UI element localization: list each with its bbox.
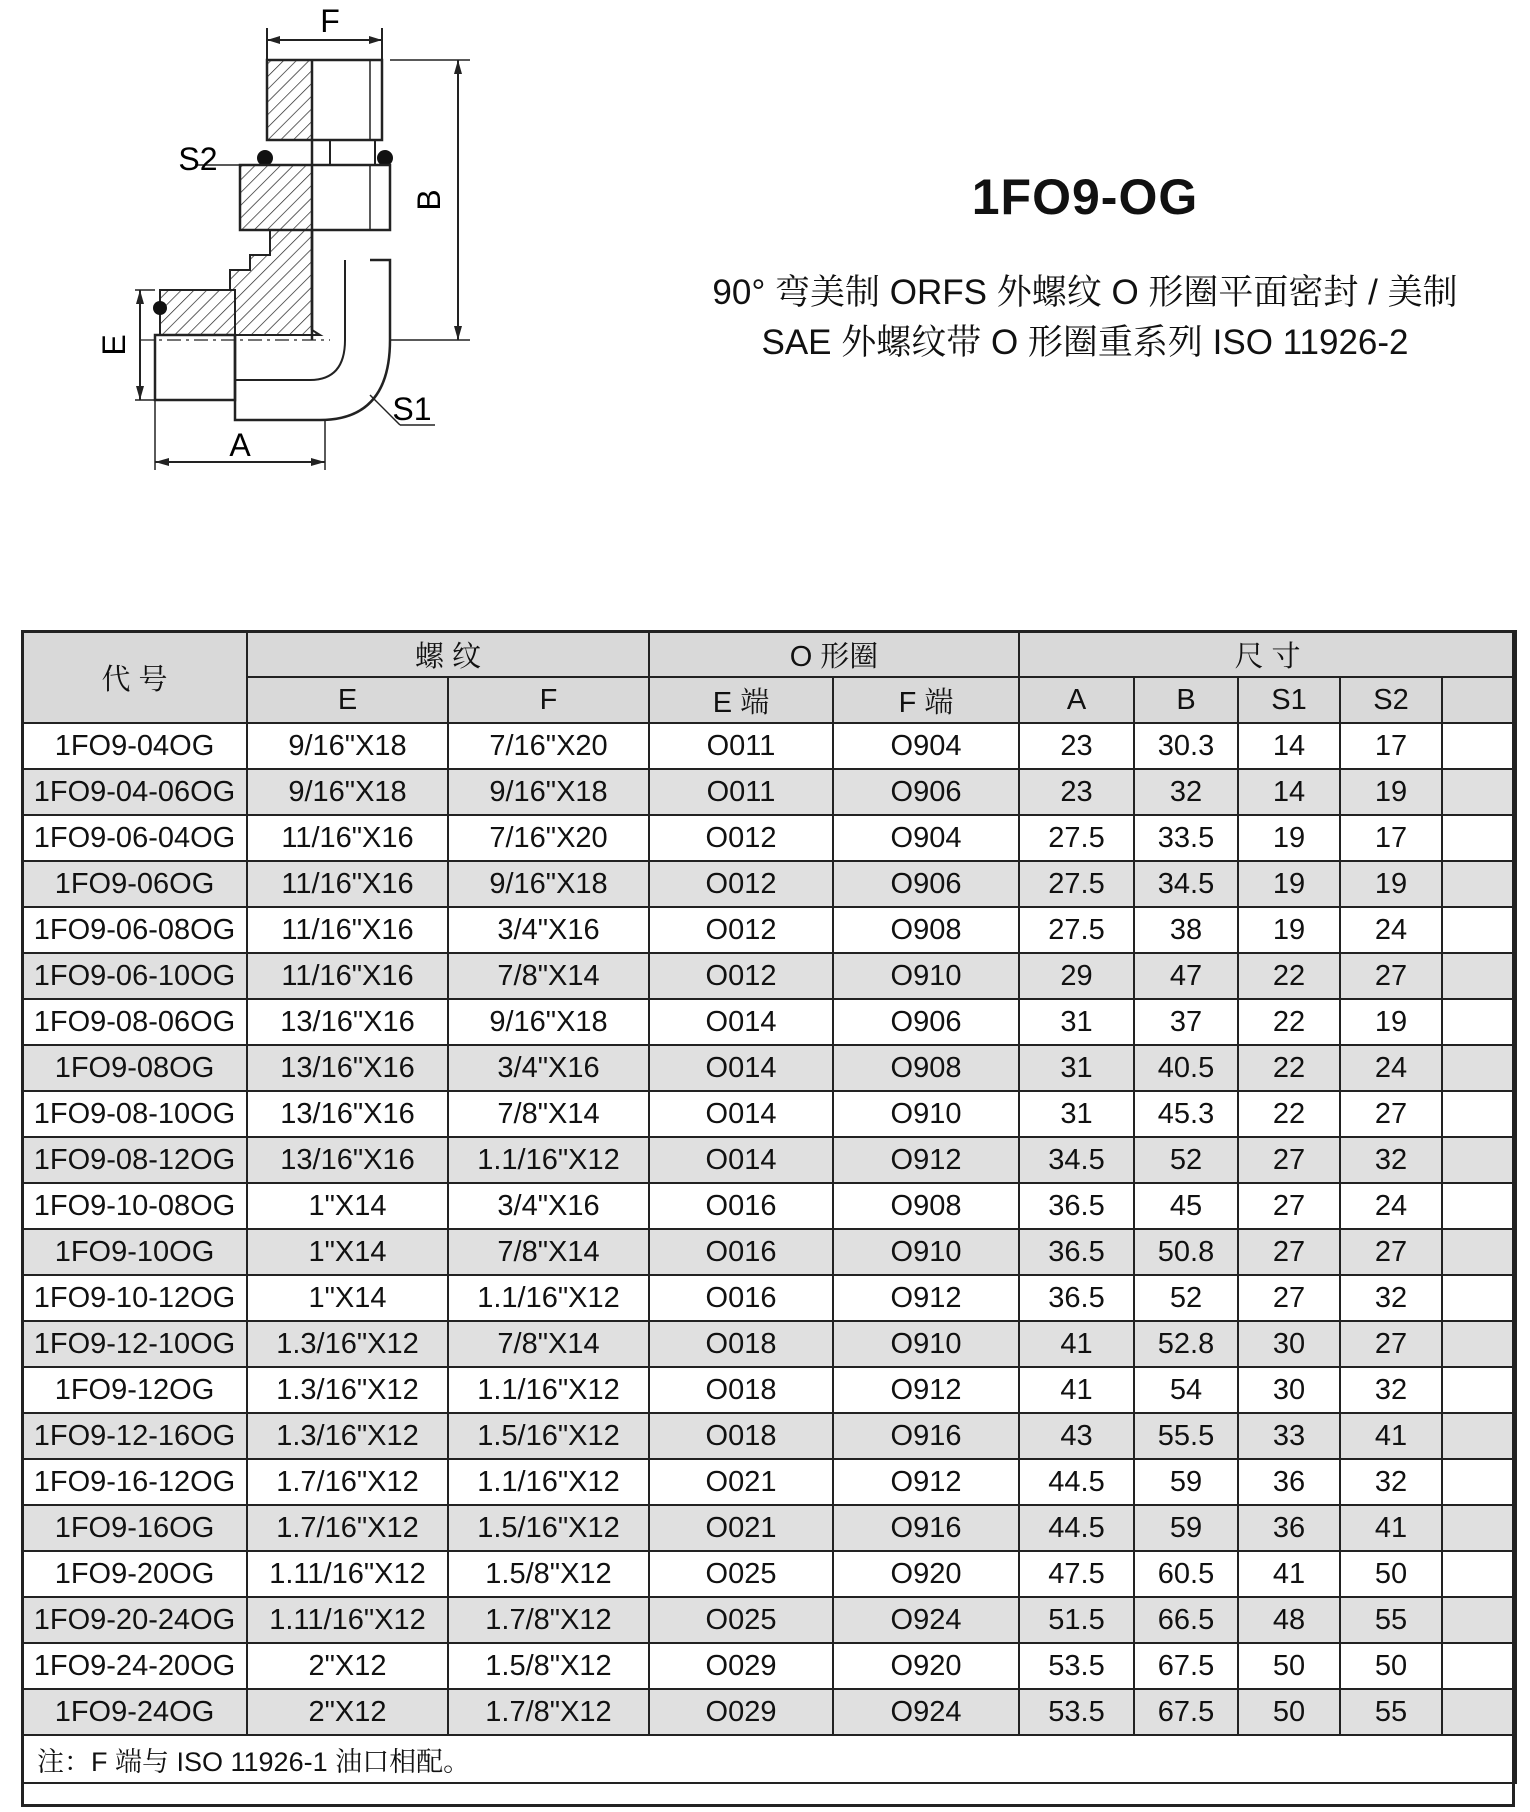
cell-dim-s2: 50 [1340, 1643, 1442, 1689]
cell-dim-s2: 24 [1340, 1045, 1442, 1091]
cell-dim-b: 67.5 [1134, 1689, 1238, 1735]
cell-oring-f: O908 [833, 1183, 1019, 1229]
cell-code: 1FO9-12-16OG [22, 1413, 247, 1459]
table-row [22, 1597, 1516, 1643]
cell-dim-s2: 19 [1340, 769, 1442, 815]
cell-dim-b: 33.5 [1134, 815, 1238, 861]
table-row [22, 1505, 1516, 1551]
table-row [22, 1275, 1516, 1321]
cell-code: 1FO9-04-06OG [22, 769, 247, 815]
header-e-end: E 端 [649, 677, 833, 723]
cell-oring-e: O018 [649, 1413, 833, 1459]
cell-dim-b: 52 [1134, 1137, 1238, 1183]
cell-oring-e: O012 [649, 907, 833, 953]
cell-dim-b: 37 [1134, 999, 1238, 1045]
cell-dim-s2: 41 [1340, 1413, 1442, 1459]
cell-blank [1442, 769, 1516, 815]
cell-dim-s1: 22 [1238, 1045, 1340, 1091]
cell-dim-a: 41 [1019, 1367, 1134, 1413]
dim-label-e: E [96, 334, 132, 356]
cell-oring-e: O014 [649, 1137, 833, 1183]
cell-oring-e: O012 [649, 815, 833, 861]
cell-oring-f: O910 [833, 1091, 1019, 1137]
cell-dim-s2: 27 [1340, 953, 1442, 999]
cell-blank [1442, 1321, 1516, 1367]
cell-dim-a: 36.5 [1019, 1275, 1134, 1321]
cell-dim-s1: 33 [1238, 1413, 1340, 1459]
cell-thread-f: 1.1/16"X12 [448, 1367, 649, 1413]
cell-dim-s2: 55 [1340, 1597, 1442, 1643]
cell-dim-s2: 24 [1340, 907, 1442, 953]
table-row [22, 769, 1516, 815]
table-row [22, 1137, 1516, 1183]
cell-dim-b: 32 [1134, 769, 1238, 815]
cell-blank [1442, 1091, 1516, 1137]
cell-thread-e: 1.3/16"X12 [247, 1413, 448, 1459]
cell-code: 1FO9-16-12OG [22, 1459, 247, 1505]
header-s1: S1 [1238, 677, 1340, 723]
cell-thread-e: 9/16"X18 [247, 769, 448, 815]
cell-thread-f: 3/4"X16 [448, 1183, 649, 1229]
cell-blank [1442, 1367, 1516, 1413]
table-row [22, 1643, 1516, 1689]
cell-oring-e: O012 [649, 861, 833, 907]
table-row [22, 907, 1516, 953]
cell-oring-f: O906 [833, 861, 1019, 907]
cell-dim-a: 29 [1019, 953, 1134, 999]
cell-code: 1FO9-08OG [22, 1045, 247, 1091]
cell-dim-s2: 24 [1340, 1183, 1442, 1229]
cell-oring-f: O912 [833, 1137, 1019, 1183]
table-row [22, 815, 1516, 861]
cell-dim-b: 55.5 [1134, 1413, 1238, 1459]
cell-oring-e: O014 [649, 1045, 833, 1091]
cell-blank [1442, 1183, 1516, 1229]
cell-blank [1442, 1045, 1516, 1091]
cell-dim-b: 67.5 [1134, 1643, 1238, 1689]
cell-dim-s1: 19 [1238, 907, 1340, 953]
table-row [22, 1183, 1516, 1229]
cell-thread-f: 1.7/8"X12 [448, 1597, 649, 1643]
cell-thread-e: 1.11/16"X12 [247, 1597, 448, 1643]
cell-thread-e: 11/16"X16 [247, 861, 448, 907]
cell-code: 1FO9-06-04OG [22, 815, 247, 861]
cell-blank [1442, 999, 1516, 1045]
cell-code: 1FO9-20-24OG [22, 1597, 247, 1643]
cell-dim-b: 59 [1134, 1459, 1238, 1505]
header-f-end: F 端 [833, 677, 1019, 723]
cell-oring-f: O910 [833, 1321, 1019, 1367]
cell-thread-e: 1.3/16"X12 [247, 1367, 448, 1413]
cell-thread-e: 1.7/16"X12 [247, 1459, 448, 1505]
cell-dim-a: 36.5 [1019, 1183, 1134, 1229]
cell-blank [1442, 723, 1516, 769]
product-subtitle [700, 268, 1470, 368]
cell-code: 1FO9-10-08OG [22, 1183, 247, 1229]
product-title: 1FO9-OG [971, 169, 1199, 225]
cell-dim-s1: 14 [1238, 723, 1340, 769]
cell-dim-s2: 41 [1340, 1505, 1442, 1551]
cell-dim-s2: 50 [1340, 1551, 1442, 1597]
cell-dim-a: 23 [1019, 723, 1134, 769]
cell-dim-s1: 48 [1238, 1597, 1340, 1643]
cell-oring-e: O016 [649, 1229, 833, 1275]
cell-code: 1FO9-06-10OG [22, 953, 247, 999]
cell-code: 1FO9-10-12OG [22, 1275, 247, 1321]
cell-dim-s2: 17 [1340, 723, 1442, 769]
cell-dim-a: 36.5 [1019, 1229, 1134, 1275]
cell-oring-e: O018 [649, 1321, 833, 1367]
cell-dim-b: 45.3 [1134, 1091, 1238, 1137]
cell-oring-f: O904 [833, 815, 1019, 861]
cell-code: 1FO9-06-08OG [22, 907, 247, 953]
cell-oring-e: O025 [649, 1551, 833, 1597]
cell-dim-b: 54 [1134, 1367, 1238, 1413]
cell-dim-s1: 30 [1238, 1367, 1340, 1413]
table-row [22, 1367, 1516, 1413]
table-note: 注：F 端与 ISO 11926-1 油口相配。 [22, 1735, 1516, 1783]
cell-thread-f: 9/16"X18 [448, 999, 649, 1045]
cell-oring-f: O924 [833, 1597, 1019, 1643]
cell-dim-a: 51.5 [1019, 1597, 1134, 1643]
spec-table [21, 630, 1517, 1784]
cell-dim-s1: 19 [1238, 815, 1340, 861]
cell-code: 1FO9-12OG [22, 1367, 247, 1413]
cell-code: 1FO9-04OG [22, 723, 247, 769]
cell-dim-s1: 30 [1238, 1321, 1340, 1367]
cell-thread-f: 7/8"X14 [448, 953, 649, 999]
cell-dim-b: 60.5 [1134, 1551, 1238, 1597]
cell-blank [1442, 907, 1516, 953]
cell-blank [1442, 861, 1516, 907]
cell-blank [1442, 1229, 1516, 1275]
cell-oring-f: O920 [833, 1551, 1019, 1597]
table-row [22, 1551, 1516, 1597]
cell-blank [1442, 1137, 1516, 1183]
cell-dim-s2: 27 [1340, 1229, 1442, 1275]
cell-oring-e: O029 [649, 1643, 833, 1689]
cell-oring-f: O916 [833, 1505, 1019, 1551]
cell-code: 1FO9-08-06OG [22, 999, 247, 1045]
cell-oring-f: O912 [833, 1459, 1019, 1505]
cell-dim-b: 30.3 [1134, 723, 1238, 769]
cell-dim-a: 53.5 [1019, 1643, 1134, 1689]
cell-dim-s2: 19 [1340, 999, 1442, 1045]
cell-thread-e: 9/16"X18 [247, 723, 448, 769]
cell-dim-a: 44.5 [1019, 1459, 1134, 1505]
cell-oring-f: O910 [833, 953, 1019, 999]
table-row [22, 1413, 1516, 1459]
cell-dim-s1: 50 [1238, 1643, 1340, 1689]
table-row [22, 1045, 1516, 1091]
header-dimensions: 尺 寸 [1019, 631, 1516, 677]
cell-dim-b: 52 [1134, 1275, 1238, 1321]
cell-thread-e: 11/16"X16 [247, 815, 448, 861]
cell-code: 1FO9-24OG [22, 1689, 247, 1735]
table-row [22, 1689, 1516, 1735]
cell-dim-s1: 50 [1238, 1689, 1340, 1735]
cell-oring-f: O906 [833, 999, 1019, 1045]
cell-blank [1442, 1505, 1516, 1551]
cell-dim-s1: 22 [1238, 953, 1340, 999]
cell-thread-e: 1"X14 [247, 1229, 448, 1275]
cell-code: 1FO9-08-12OG [22, 1137, 247, 1183]
table-row [22, 1321, 1516, 1367]
cell-dim-s1: 36 [1238, 1459, 1340, 1505]
cell-dim-a: 31 [1019, 999, 1134, 1045]
dim-label-a: A [229, 427, 251, 463]
cell-oring-f: O910 [833, 1229, 1019, 1275]
cell-dim-a: 41 [1019, 1321, 1134, 1367]
cell-oring-e: O014 [649, 999, 833, 1045]
cell-blank [1442, 1689, 1516, 1735]
cell-oring-e: O016 [649, 1183, 833, 1229]
cell-oring-f: O904 [833, 723, 1019, 769]
cell-dim-b: 40.5 [1134, 1045, 1238, 1091]
cell-oring-f: O912 [833, 1275, 1019, 1321]
cell-dim-s2: 17 [1340, 815, 1442, 861]
cell-dim-s1: 14 [1238, 769, 1340, 815]
dim-label-f: F [320, 3, 340, 39]
cell-dim-a: 27.5 [1019, 861, 1134, 907]
cell-oring-f: O924 [833, 1689, 1019, 1735]
cell-dim-b: 47 [1134, 953, 1238, 999]
header-blank [1442, 677, 1516, 723]
cell-blank [1442, 953, 1516, 999]
cell-thread-f: 1.1/16"X12 [448, 1137, 649, 1183]
cell-oring-e: O012 [649, 953, 833, 999]
subtitle-line: SAE 外螺纹带 O 形圈重系列 ISO 11926-2 [761, 323, 1409, 362]
cell-thread-e: 11/16"X16 [247, 907, 448, 953]
cell-dim-s2: 27 [1340, 1091, 1442, 1137]
cell-oring-e: O025 [649, 1597, 833, 1643]
cell-blank [1442, 1413, 1516, 1459]
cell-code: 1FO9-08-10OG [22, 1091, 247, 1137]
table-row [22, 1091, 1516, 1137]
header-thread: 螺 纹 [247, 631, 649, 677]
cell-dim-s1: 27 [1238, 1229, 1340, 1275]
cell-dim-a: 23 [1019, 769, 1134, 815]
cell-dim-s1: 19 [1238, 861, 1340, 907]
fitting-drawing [90, 0, 490, 480]
cell-oring-f: O916 [833, 1413, 1019, 1459]
cell-dim-b: 38 [1134, 907, 1238, 953]
cell-dim-b: 52.8 [1134, 1321, 1238, 1367]
cell-code: 1FO9-20OG [22, 1551, 247, 1597]
cell-thread-f: 1.5/8"X12 [448, 1643, 649, 1689]
cell-dim-s2: 32 [1340, 1275, 1442, 1321]
cell-dim-a: 47.5 [1019, 1551, 1134, 1597]
cell-thread-e: 1.3/16"X12 [247, 1321, 448, 1367]
cell-dim-a: 34.5 [1019, 1137, 1134, 1183]
cell-dim-s2: 27 [1340, 1321, 1442, 1367]
cell-dim-s2: 55 [1340, 1689, 1442, 1735]
cell-blank [1442, 1459, 1516, 1505]
cell-thread-e: 2"X12 [247, 1643, 448, 1689]
cell-thread-e: 13/16"X16 [247, 1137, 448, 1183]
cell-thread-f: 3/4"X16 [448, 1045, 649, 1091]
cell-oring-f: O920 [833, 1643, 1019, 1689]
cell-dim-s1: 22 [1238, 1091, 1340, 1137]
cell-oring-e: O018 [649, 1367, 833, 1413]
header-code: 代 号 [22, 631, 247, 723]
cell-blank [1442, 1275, 1516, 1321]
cell-dim-b: 34.5 [1134, 861, 1238, 907]
cell-dim-s2: 32 [1340, 1137, 1442, 1183]
header-a: A [1019, 677, 1134, 723]
cell-oring-e: O029 [649, 1689, 833, 1735]
table-row [22, 1459, 1516, 1505]
cell-oring-f: O908 [833, 1045, 1019, 1091]
cell-dim-s1: 27 [1238, 1183, 1340, 1229]
header-oring: O 形圈 [649, 631, 1019, 677]
cell-thread-f: 1.7/8"X12 [448, 1689, 649, 1735]
header-b: B [1134, 677, 1238, 723]
cell-oring-e: O021 [649, 1505, 833, 1551]
cell-thread-f: 7/8"X14 [448, 1229, 649, 1275]
cell-thread-e: 13/16"X16 [247, 1091, 448, 1137]
cell-dim-a: 53.5 [1019, 1689, 1134, 1735]
cell-dim-s2: 32 [1340, 1459, 1442, 1505]
cell-oring-f: O912 [833, 1367, 1019, 1413]
cell-dim-s1: 36 [1238, 1505, 1340, 1551]
cell-dim-s1: 41 [1238, 1551, 1340, 1597]
cell-thread-e: 2"X12 [247, 1689, 448, 1735]
cell-thread-e: 1.7/16"X12 [247, 1505, 448, 1551]
cell-thread-f: 7/16"X20 [448, 723, 649, 769]
table-row [22, 723, 1516, 769]
dim-label-s2: S2 [178, 141, 218, 177]
cell-code: 1FO9-12-10OG [22, 1321, 247, 1367]
subtitle-line: 90° 弯美制 ORFS 外螺纹 O 形圈平面密封 / 美制 [712, 273, 1458, 312]
cell-dim-s1: 27 [1238, 1275, 1340, 1321]
cell-blank [1442, 1643, 1516, 1689]
cell-dim-s1: 22 [1238, 999, 1340, 1045]
cell-thread-f: 7/8"X14 [448, 1091, 649, 1137]
cell-thread-f: 1.1/16"X12 [448, 1275, 649, 1321]
cell-oring-e: O021 [649, 1459, 833, 1505]
cell-thread-f: 1.5/8"X12 [448, 1551, 649, 1597]
header-e: E [247, 677, 448, 723]
cell-dim-b: 66.5 [1134, 1597, 1238, 1643]
cell-thread-e: 11/16"X16 [247, 953, 448, 999]
cell-thread-f: 9/16"X18 [448, 861, 649, 907]
cell-blank [1442, 1597, 1516, 1643]
cell-oring-e: O014 [649, 1091, 833, 1137]
cell-oring-e: O011 [649, 723, 833, 769]
cell-thread-f: 7/16"X20 [448, 815, 649, 861]
cell-dim-s2: 32 [1340, 1367, 1442, 1413]
cell-oring-e: O011 [649, 769, 833, 815]
dim-label-b: B [411, 189, 447, 211]
cell-code: 1FO9-16OG [22, 1505, 247, 1551]
cell-dim-a: 31 [1019, 1091, 1134, 1137]
cell-code: 1FO9-24-20OG [22, 1643, 247, 1689]
cell-dim-s2: 19 [1340, 861, 1442, 907]
cell-dim-a: 27.5 [1019, 907, 1134, 953]
header-s2: S2 [1340, 677, 1442, 723]
cell-oring-f: O908 [833, 907, 1019, 953]
cell-dim-b: 59 [1134, 1505, 1238, 1551]
header-f: F [448, 677, 649, 723]
cell-thread-f: 7/8"X14 [448, 1321, 649, 1367]
cell-code: 1FO9-06OG [22, 861, 247, 907]
cell-thread-f: 1.5/16"X12 [448, 1413, 649, 1459]
cell-oring-e: O016 [649, 1275, 833, 1321]
cell-dim-a: 31 [1019, 1045, 1134, 1091]
cell-oring-f: O906 [833, 769, 1019, 815]
cell-thread-e: 13/16"X16 [247, 1045, 448, 1091]
cell-dim-b: 45 [1134, 1183, 1238, 1229]
dim-label-s1: S1 [392, 391, 432, 427]
cell-code: 1FO9-10OG [22, 1229, 247, 1275]
table-row [22, 1229, 1516, 1275]
cell-thread-e: 1"X14 [247, 1183, 448, 1229]
table-row [22, 999, 1516, 1045]
cell-blank [1442, 1551, 1516, 1597]
cell-thread-e: 13/16"X16 [247, 999, 448, 1045]
cell-thread-e: 1.11/16"X12 [247, 1551, 448, 1597]
cell-thread-f: 3/4"X16 [448, 907, 649, 953]
cell-thread-f: 1.1/16"X12 [448, 1459, 649, 1505]
table-row [22, 953, 1516, 999]
cell-dim-a: 27.5 [1019, 815, 1134, 861]
cell-dim-s1: 27 [1238, 1137, 1340, 1183]
cell-blank [1442, 815, 1516, 861]
cell-thread-f: 1.5/16"X12 [448, 1505, 649, 1551]
cell-thread-f: 9/16"X18 [448, 769, 649, 815]
cell-dim-a: 43 [1019, 1413, 1134, 1459]
table-row [22, 861, 1516, 907]
cell-dim-a: 44.5 [1019, 1505, 1134, 1551]
cell-thread-e: 1"X14 [247, 1275, 448, 1321]
cell-dim-b: 50.8 [1134, 1229, 1238, 1275]
